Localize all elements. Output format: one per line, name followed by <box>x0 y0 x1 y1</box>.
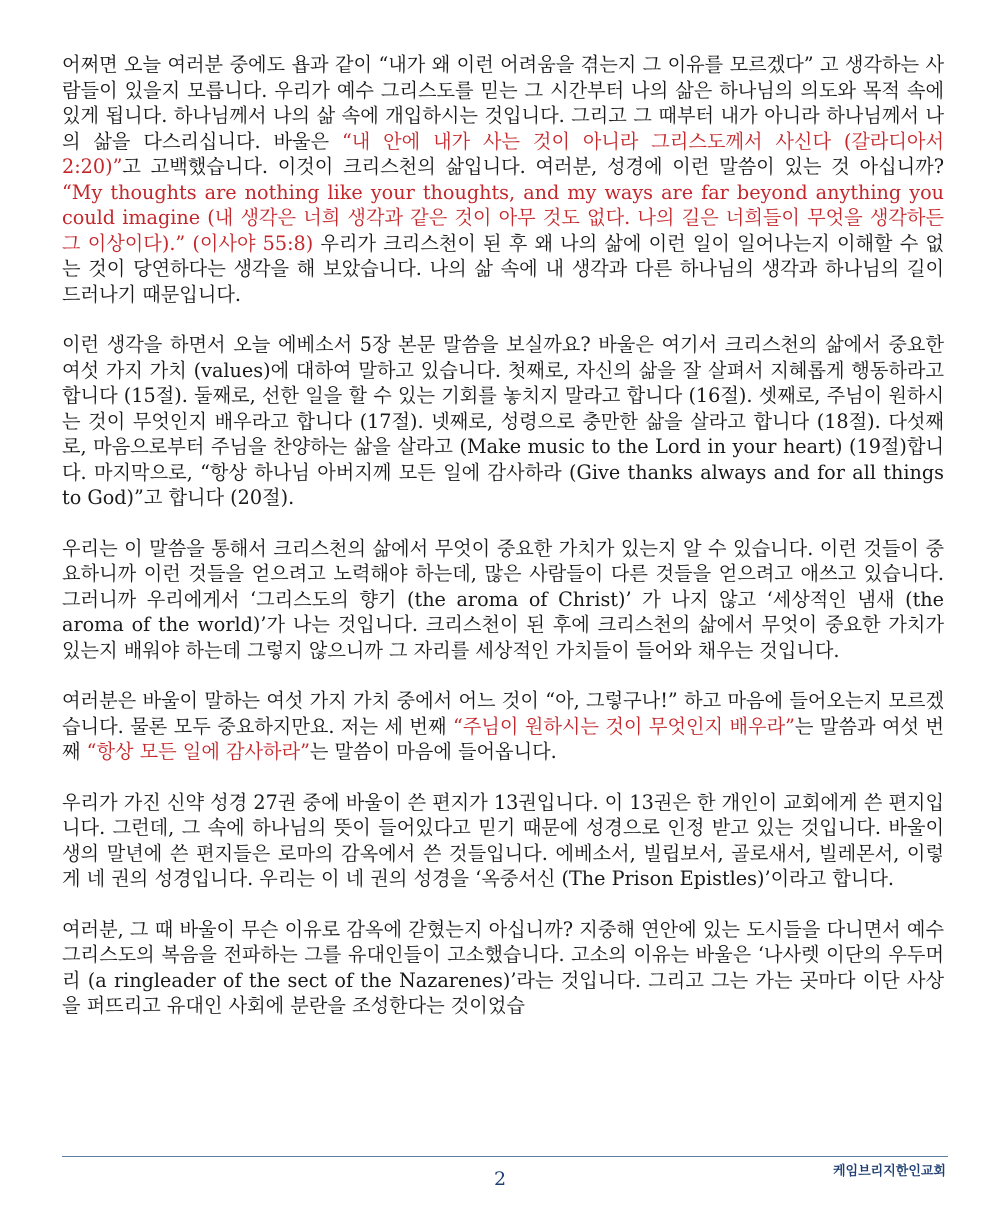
text-run: 고 고백했습니다. 이것이 크리스천의 삶입니다. 여러분, 성경에 이런 말씀이 있는 것 아십니까? <box>122 155 944 178</box>
paragraph-5 <box>62 790 944 892</box>
scripture-quote-highlight: “내 안에 내가 사는 것이 아니라 그리스도께서 사신다 (갈라디아서 2:20)” <box>62 129 944 178</box>
text-run: 이런 생각을 하면서 오늘 에베소서 5장 본문 말씀을 보실까요? 바울은 여기서 크리스천의 삶에서 중요한 여섯 가지 가치 (values)에 대하여 말하고 있습니다. 첫째로, 자신의 삶을 잘 살펴서 지혜롭게 행동하라고 합니다 (15절). 둘째로, 선한 일을 할 수 있는 기회를 놓치지 말라고 합니다 (16절). 셋째로, 주님이 원하시는 것이 무엇인지 배우라고 합니다 (17절). 넷째로, 성령으로 충만한 삶을 살라고 합니다 (18절). 다섯째로, 마음으로부터 주님을 찬양하는 삶을 살라고 (Make music to the Lord in your heart) (19절)합니다. 마지막으로, “항상 하나님 아버지께 모든 일에 감사하라 (Give thanks always and for all things to God)”고 합니다 (20절). <box>62 333 944 509</box>
paragraph-2 <box>62 332 944 511</box>
text-run: 우리가 가진 신약 성경 27권 중에 바울이 쓴 편지가 13권입니다. 이 13권은 한 개인이 교회에게 쓴 편지입니다. 그런데, 그 속에 하나님의 뜻이 들어있다고 믿기 때문에 성경으로 인정 받고 있는 것입니다. 바울이 생의 말년에 쓴 편지들은 로마의 감옥에서 쓴 것들입니다. 에베소서, 빌립보서, 골로새서, 빌레몬서, 이렇게 네 권의 성경입니다. 우리는 이 네 권의 성경을 ‘옥중서신 (The Prison Epistles)’이라고 합니다. <box>62 790 944 890</box>
scripture-quote-highlight: “My thoughts are nothing like your thoughts, and my ways are far beyond anything you could imagine (내 생각은 너희 생각과 같은 것이 아무 것도 없다. 나의 길은 너희들이 무엇을 생각하든 그 이상이다).” (이사야 55:8) <box>62 180 944 255</box>
church-name: 케임브리지한인교회 <box>832 1164 946 1179</box>
sermon-body <box>62 52 944 1044</box>
page-number: 2 <box>493 1168 507 1190</box>
footer-divider <box>62 1156 948 1157</box>
scripture-quote-highlight: “주님이 원하시는 것이 무엇인지 배우라” <box>452 714 795 738</box>
text-run: 는 말씀과 여섯 번째 <box>62 714 945 763</box>
paragraph-4 <box>62 688 944 765</box>
paragraph-1 <box>62 52 944 307</box>
text-run: 우리는 이 말씀을 통해서 크리스천의 삶에서 무엇이 중요한 가치가 있는지 알 수 있습니다. 이런 것들이 중요하니까 이런 것들을 얻으려고 노력해야 하는데, 많은 사람들이 다른 것들을 얻으려고 애쓰고 있습니다. 그러니까 우리에게서 ‘그리스도의 향기 (the aroma of Christ)’ 가 나지 않고 ‘세상적인 냄새 (the aroma of the world)’가 나는 것입니다. 크리스천이 된 후에 크리스천의 삶에서 무엇이 중요한 가치가 있는지 배워야 하는데 그렇지 않으니까 그 자리를 세상적인 가치들이 들어와 채우는 것입니다. <box>62 536 944 662</box>
paragraph-3 <box>62 536 944 664</box>
text-run: 어쩌면 오늘 여러분 중에도 욥과 같이 “내가 왜 이런 어려움을 겪는지 그 이유를 모르겠다” 고 생각하는 사람들이 있을지 모릅니다. 우리가 예수 그리스도를 믿는 그 시간부터 나의 삶은 하나님의 의도와 목적 속에 있게 됩니다. 하나님께서 나의 삶 속에 개입하시는 것입니다. 그리고 그 때부터 내가 아니라 하나님께서 나의 삶을 다스리십니다. 바울은 <box>62 53 944 153</box>
text-run: 여러분은 바울이 말하는 여섯 가지 가치 중에서 어느 것이 “아, 그렇구나!” 하고 마음에 들어오는지 모르겠습니다. 물론 모두 중요하지만요. 저는 세 번째 <box>62 689 944 738</box>
text-run: 는 말씀이 마음에 들어옵니다. <box>309 740 557 763</box>
paragraph-6 <box>62 917 944 1019</box>
scripture-quote-highlight: “항상 모든 일에 감사하라” <box>86 740 310 763</box>
text-run: 우리가 크리스천이 된 후 왜 나의 삶에 이런 일이 일어나는지 이해할 수 없는 것이 당연하다는 생각을 해 보았습니다. 나의 삶 속에 내 생각과 다른 하나님의 생각과 하나님의 길이 드러나기 때문입니다. <box>62 231 944 306</box>
text-run: 여러분, 그 때 바울이 무슨 이유로 감옥에 갇혔는지 아십니까? 지중해 연안에 있는 도시들을 다니면서 예수 그리스도의 복음을 전파하는 그를 유대인들이 고소했습니다. 고소의 이유는 바울은 ‘나사렛 이단의 우두머리 (a ringleader of the sect of the Nazarenes)’라는 것입니다. 그리고 그는 가는 곳마다 이단 사상을 퍼뜨리고 유대인 사회에 분란을 조성한다는 것이었습 <box>62 917 944 1017</box>
